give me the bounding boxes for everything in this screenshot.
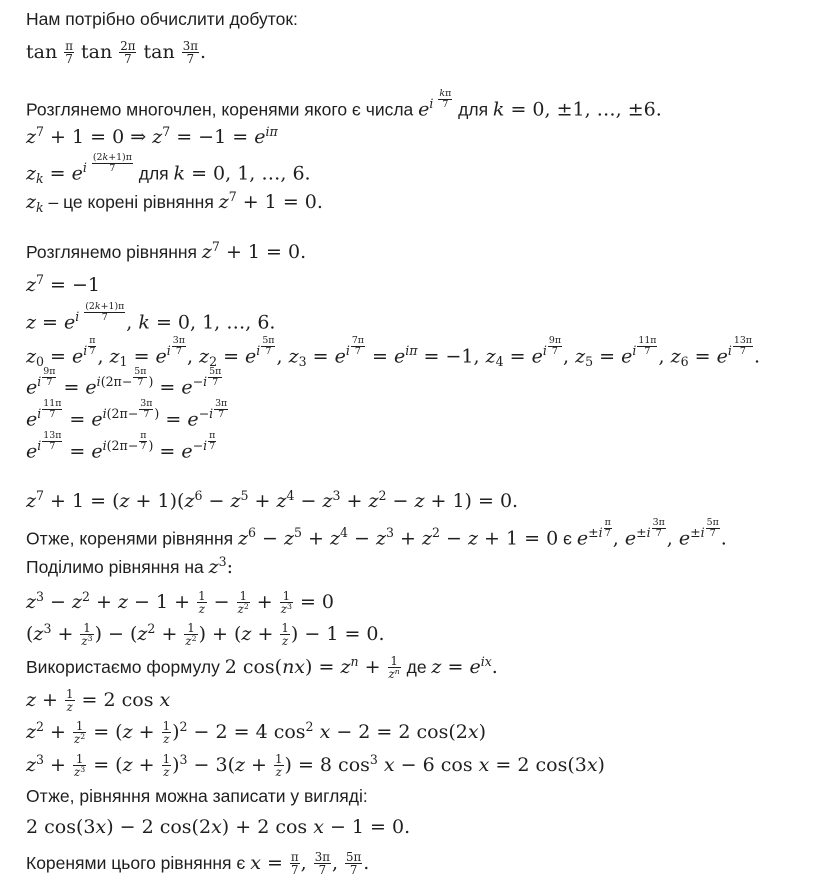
math-line: Отже, коренями рівняння $z^6 - z^5 + z^4 - z^3 + z^2 - z + 1 = 0$ є $e^{\pm i \frac{\pi}{7}}$ , $e^{\pm i \frac{3\pi}{7}}$ , $e^{\pm i \frac{5\pi}{7}}$ . (26, 517, 727, 550)
math-line: tan $\frac{\pi}{7}$ tan $\frac{2\pi}{7}$ tan $\frac{3\pi}{7}$ . (26, 39, 207, 67)
math-line: $z_k$ – це корені рівняння $z^7 + 1 = 0$. (26, 189, 323, 215)
math-line: $z^7 + 1 = (z + 1)(z^6 - z^5 + z^4 - z^3 + z^2 - z + 1) = 0$. (26, 488, 519, 512)
math-line: $z^2$ + $\frac{1}{z^2}$ = (z + $\frac{1}{z}$ )$^2$ − 2 = 4 $\cos^2 x - 2 = 2$ cos(2x) (26, 718, 486, 747)
math-line: $e^{i \frac{9\pi}{7}}$ = $e^{i(2\pi- \frac{5\pi}{7} )} = e^{-i \frac{5\pi}{7}}$ (26, 366, 222, 399)
text-line: Отже, рівняння можна записати у вигляді: (26, 786, 368, 806)
math-line: z + $\frac{1}{z}$ = 2 cos x (26, 687, 171, 715)
math-line: Поділимо рівняння на $z^3$: (26, 554, 234, 578)
math-line: Розглянемо многочлен, коренями якого є числа $e^{i \frac{k\pi}{7}}$ для k = 0, ±1, …, ±6. (26, 88, 662, 121)
math-line: Використаємо формулу 2 $\cos(nx) = z^n$ + $\frac{1}{z^n}$ де $z = e^{ix}$. (26, 653, 498, 682)
math-line: $z^3$ + $\frac{1}{z^3}$ = (z + $\frac{1}{z}$ )$^3$ − 3(z + $\frac{1}{z}$ ) = 8 $\cos^3 x - 6$ cos x = 2 cos(3x) (26, 751, 605, 780)
math-line: $z^7 + 1 = 0$ ⇒ $z^7 = -1 = e^{i\pi}$ (26, 124, 278, 148)
math-line: $e^{i \frac{11\pi}{7}}$ = $e^{i(2\pi- \frac{3\pi}{7} )} = e^{-i \frac{3\pi}{7}}$ (26, 398, 228, 431)
math-line: $z_k = e^{i \frac{(2k+1)\pi}{7}}$ для k = 0, 1, …, 6. (26, 152, 311, 187)
math-line: $z_0 = e^{i \frac{\pi}{7}}$ , $z_1 = e^{i \frac{3\pi}{7}}$ , $z_2 = e^{i \frac{5\pi}{7}}$ , $z_3 = e^{i \frac{7\pi}{7}}$ = $e^{i\pi} = -1$, $z_4 = e^{i \frac{9\pi}{7}}$ , $z_5 = e^{i \frac{11\pi}{7}}$ , $z_6 = e^{i \frac{13\pi}{7}}$ . (26, 335, 761, 370)
math-line: Коренями цього рівняння є x = $\frac{\pi}{7}$ , $\frac{3\pi}{7}$ , $\frac{5\pi}{7}$ . (26, 850, 370, 878)
text-line: Нам потрібно обчислити добуток: (26, 9, 298, 29)
math-line: $z^7 = -1$ (26, 272, 101, 296)
math-line: Розглянемо рівняння $z^7 + 1 = 0$. (26, 239, 307, 263)
math-line: $z = e^{i \frac{(2k+1)\pi}{7}}$ , k = 0, 1, …, 6. (26, 301, 276, 334)
math-line: ($z^3$ + $\frac{1}{z^3}$ ) − ($z^2$ + $\frac{1}{z^2}$ ) + (z + $\frac{1}{z}$ ) − 1 = 0. (26, 620, 385, 649)
math-line: 2 cos(3x) − 2 cos(2x) + 2 cos x − 1 = 0. (26, 816, 411, 838)
math-line: $e^{i \frac{13\pi}{7}}$ = $e^{i(2\pi- \frac{\pi}{7} )} = e^{-i \frac{\pi}{7}}$ (26, 430, 216, 463)
math-line: $z^3 - z^2 + z - 1$ + $\frac{1}{z}$ − $\frac{1}{z^2}$ + $\frac{1}{z^3}$ = 0 (26, 588, 335, 617)
